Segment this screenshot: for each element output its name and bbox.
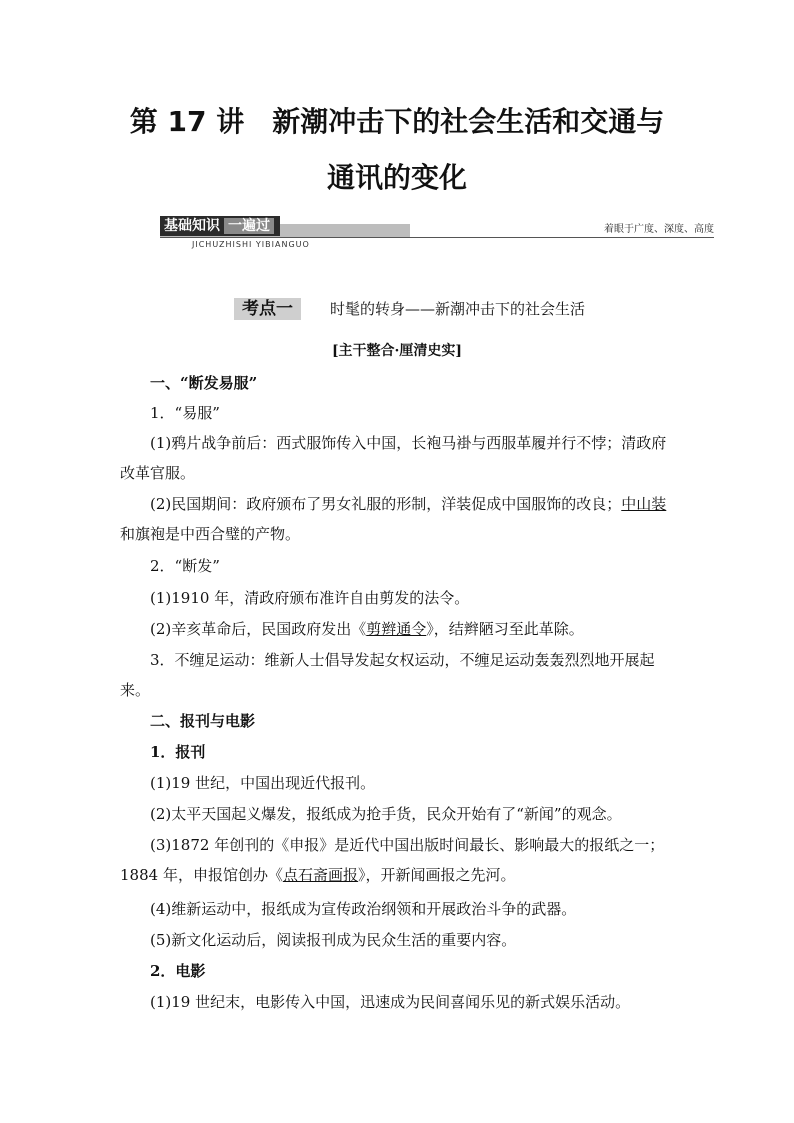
paragraph-2-1-b: (2)太平天国起义爆发，报纸成为抢手货，民众开始有了“新闻”的观念。: [150, 805, 622, 823]
text-segment: (2)民国期间：政府颁布了男女礼服的形制，洋装促成中国服饰的改良；: [150, 495, 622, 513]
section-heading-1: 一、“断发易服”: [150, 374, 258, 392]
paragraph-1-1-a: (1)鸦片战争前后：西式服饰传入中国，长袍马褂与西服革履并行不悖；清政府改革官服。: [120, 434, 667, 482]
banner-pinyin: JICHUZHISHI YIBIANGUO: [192, 240, 310, 249]
sub-heading: [主干整合·厘清史实]: [331, 343, 463, 359]
banner-tag: [160, 216, 280, 236]
subsection-2-1: 1．报刊: [150, 743, 206, 761]
banner-slogan: 着眼于广度、深度、高度: [604, 224, 714, 235]
paragraph-1-3: 3．不缠足运动：维新人士倡导发起女权运动，不缠足运动轰轰烈烈地开展起来。: [120, 651, 655, 699]
section-banner: [120, 216, 714, 249]
banner-tag-text: 基础知识: [164, 218, 220, 234]
subsection-1-1: 1．“易服”: [150, 404, 220, 422]
kaodian-title: 时髦的转身——新潮冲击下的社会生活: [330, 300, 586, 318]
page-title-line-1: 第 17 讲 新潮冲击下的社会生活和交通与: [129, 105, 665, 138]
paragraph-1-1-b: [120, 489, 676, 549]
paragraph-2-1-e: (5)新文化运动后，阅读报刊成为民众生活的重要内容。: [150, 931, 517, 949]
text-segment: (3)1872 年创刊的《申报》是近代中国出版时间最长、影响最大的报纸之一；1884 年，申报馆创办《: [120, 836, 665, 884]
banner-divider: [160, 237, 714, 238]
paragraph-1-2-b: [120, 614, 676, 644]
subsection-2-2: 2．电影: [150, 962, 206, 980]
kaodian-label: 考点一: [234, 298, 301, 320]
underlined-term: 点石斋画报: [282, 866, 358, 884]
text-segment: 和旗袍是中西合璧的产物。: [120, 525, 301, 543]
paragraph-2-2-a: (1)19 世纪末，电影传入中国，迅速成为民间喜闻乐见的新式娱乐活动。: [150, 993, 631, 1011]
banner-tag-sub: 一遍过: [224, 218, 274, 234]
text-segment: (2)辛亥革命后，民国政府发出《: [150, 620, 367, 638]
subsection-1-2: 2．“断发”: [150, 557, 220, 575]
page-title-line-2: 通讯的变化: [326, 161, 467, 194]
paragraph-2-1-d: (4)维新运动中，报纸成为宣传政治纲领和开展政治斗争的武器。: [150, 900, 577, 918]
text-segment: 》，开新闻画报之先河。: [357, 866, 516, 884]
section-heading-2: 二、报刊与电影: [150, 712, 256, 730]
underlined-term: 剪辫通令: [366, 620, 427, 638]
underlined-term: 中山装: [621, 495, 667, 513]
paragraph-2-1-a: (1)19 世纪，中国出现近代报刊。: [150, 774, 376, 792]
paragraph-1-2-a: (1)1910 年，清政府颁布准许自由剪发的法令。: [150, 589, 470, 607]
text-segment: 》，结辫陋习至此革除。: [426, 620, 584, 638]
paragraph-2-1-c: [120, 830, 676, 890]
